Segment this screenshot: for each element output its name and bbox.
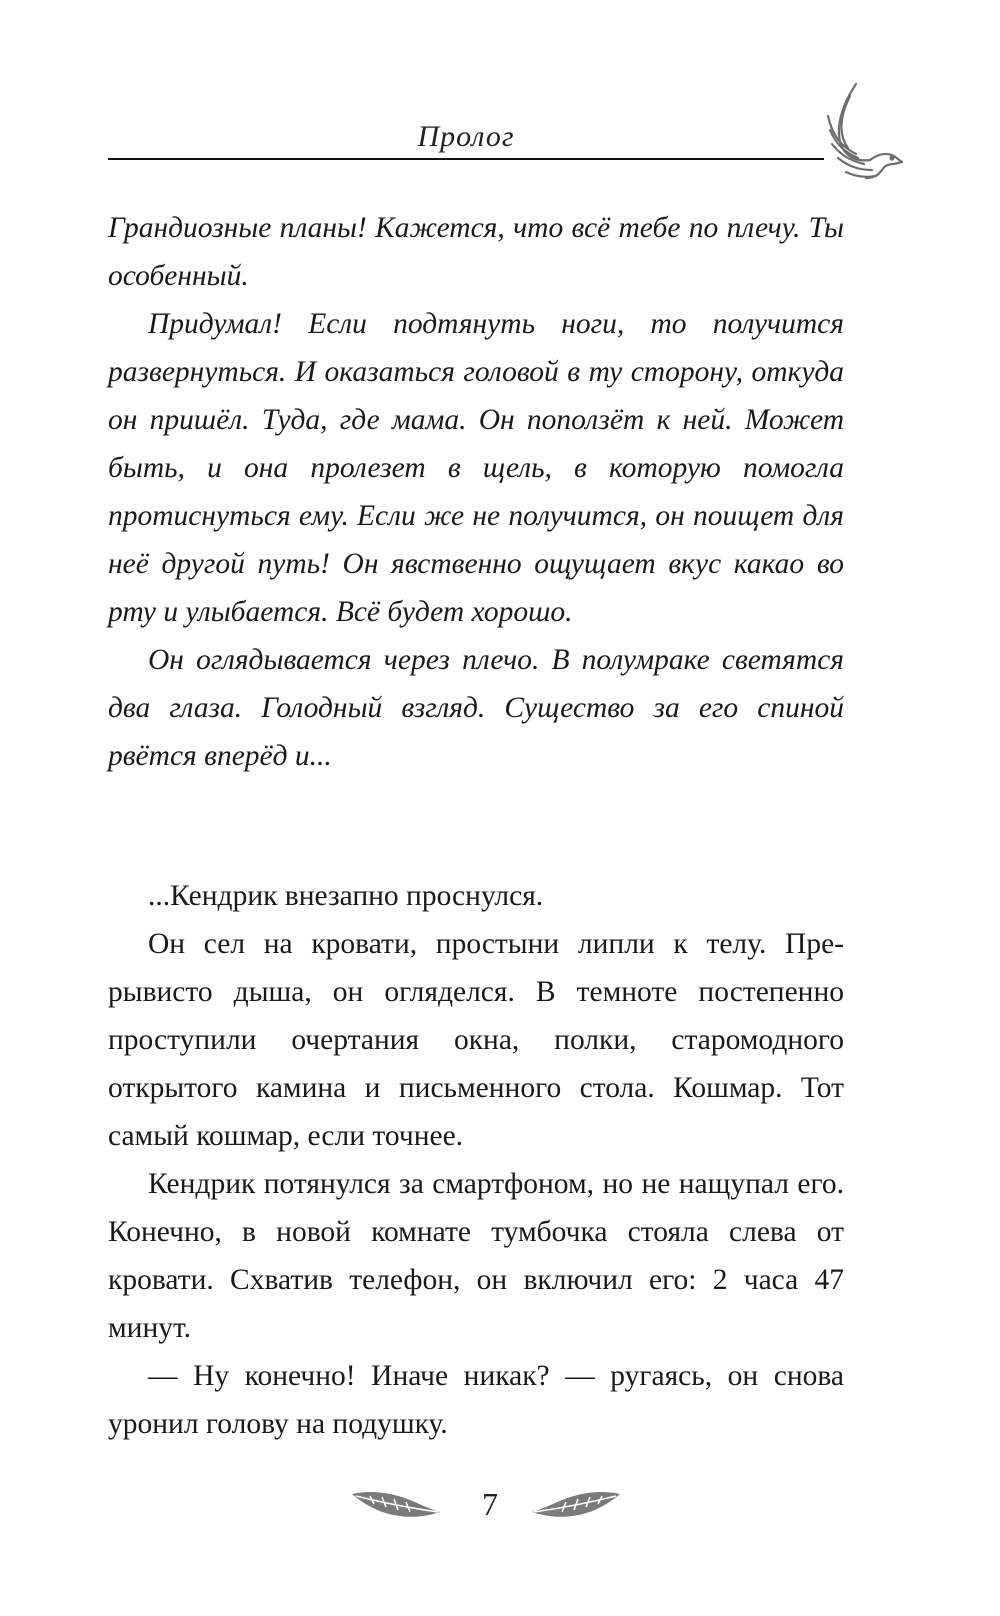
body-paragraph-4: — Ну конечно! Иначе никак? — ругаясь, он снова уронил голову на подушку. — [108, 1360, 844, 1440]
body-paragraph-3: Кендрик потянулся за смартфоном, но не нащупал его. Конечно, в новой комнате тумбочка стояла слева от кровати. Схватив телефон, он включил его: 2 часа 47 минут. — [108, 1168, 844, 1344]
dream-paragraph-2: Придумал! Если подтянуть ноги, то получится развернуться. И оказаться головой в ту сторону, откуда он пришёл. Туда, где мама. Он поползёт к ней. Может быть, и она пролезет в щель, в которую помогла протиснуться ему. Если же не получится, он поищет для неё другой путь! Он явственно ощущает вкус какао во рту и улыбается. Всё будет хорошо. — [108, 308, 844, 628]
page-footer — [0, 1480, 1000, 1530]
body-paragraph-2: Он сел на кровати, простыни липли к телу. Прерывисто дыша, он огляделся. В темноте постепенно проступили очертания окна, полки, старомодного открытого камина и письменного стола. Кошмар. Тот самый кошмар, если точнее. — [108, 928, 844, 1152]
feather-right-icon — [530, 1486, 622, 1520]
dream-paragraph-3: Он оглядывается через плечо. В полумраке светятся два глаза. Голодный взгляд. Существо за его спиной рвётся вперёд и... — [108, 644, 844, 772]
feather-left-icon — [350, 1486, 442, 1520]
header-rule — [108, 158, 824, 160]
running-header — [108, 112, 824, 164]
dream-passage — [108, 204, 844, 780]
chapter-title: Пролог — [417, 120, 515, 153]
main-passage — [108, 872, 844, 1448]
page-number: 7 — [482, 1486, 498, 1522]
dream-paragraph-1: Грандиозные планы! Кажется, что всё тебе по плечу. Ты особенный. — [108, 212, 844, 292]
body-paragraph-1: ...Кендрик внезапно проснулся. — [148, 880, 544, 912]
eagle-icon — [826, 82, 906, 192]
